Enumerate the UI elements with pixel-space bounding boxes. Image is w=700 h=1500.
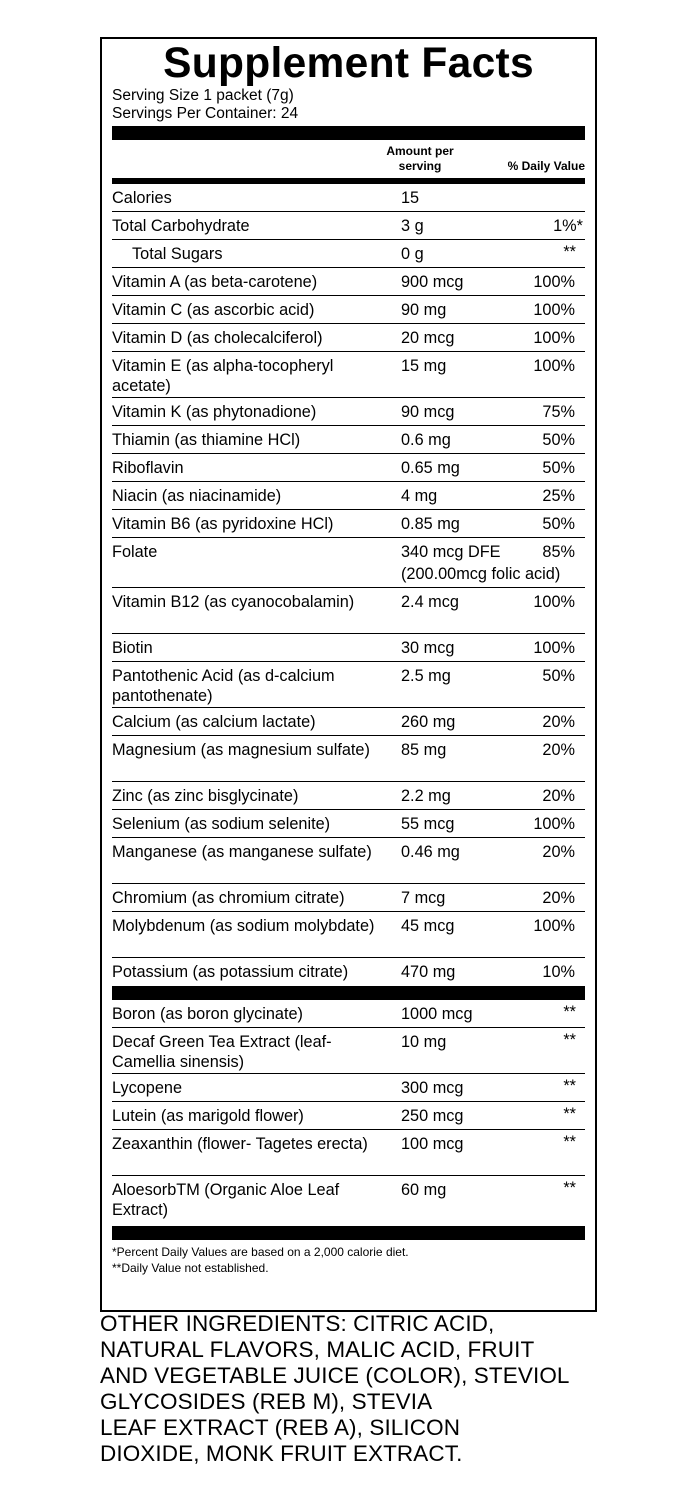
ingredient-name: Decaf Green Tea Extract (leaf- Camellia sinensis): [112, 1033, 332, 1071]
nutrient-amount: 20 mcg: [401, 329, 455, 347]
nutrient-amount: 900 mcg: [401, 273, 464, 291]
column-amount-header: [375, 144, 465, 174]
ingredient-name: AloesorbTM (Organic Aloe Leaf Extract): [112, 1181, 340, 1219]
nutrient-name: Molybdenum (as sodium molybdate): [112, 917, 375, 935]
nutrient-row: [112, 958, 585, 986]
nutrient-dv: 100%: [533, 639, 575, 657]
other-ingredients-line: GLYCOSIDES (REB M), STEVIA: [100, 1389, 433, 1414]
nutrient-name: Calories: [112, 189, 172, 207]
nutrient-dv: 50%: [542, 667, 575, 685]
nutrient-dv: 50%: [542, 431, 575, 449]
column-amount-line2: serving: [398, 159, 442, 173]
nutrient-dv: 10%: [542, 963, 575, 981]
nutrient-amount: 0.65 mg: [401, 459, 460, 477]
nutrient-dv: **: [563, 243, 576, 261]
nutrient-row: [112, 588, 585, 634]
nutrient-amount: 7 mcg: [401, 889, 446, 907]
nutrient-dv: 75%: [542, 403, 575, 421]
ingredient-name: Zeaxanthin (flower- Tagetes erecta): [112, 1135, 368, 1153]
nutrient-amount: 340 mcg DFE: [401, 543, 501, 561]
nutrient-row: [112, 810, 585, 838]
other-ingredients-line: AND VEGETABLE JUICE (COLOR), STEVIOL: [100, 1363, 570, 1388]
nutrient-amount: 15: [401, 189, 420, 207]
nutrient-row: [112, 538, 585, 588]
nutrient-name: Chromium (as chromium citrate): [112, 889, 345, 907]
divider-bar-top: [112, 126, 585, 140]
nutrient-amount: 15 mg: [401, 357, 447, 375]
nutrient-dv: 1%*: [553, 217, 583, 235]
nutrient-amount: 260 mg: [401, 713, 456, 731]
nutrient-dv: 20%: [542, 889, 575, 907]
nutrient-amount: 85 mg: [401, 741, 447, 759]
serving-size: Serving Size 1 packet (7g): [112, 87, 294, 104]
nutrient-dv: 100%: [533, 593, 575, 611]
nutrient-row: [112, 296, 585, 324]
nutrient-row: [112, 352, 585, 398]
servings-per-container: Servings Per Container: 24: [112, 105, 299, 122]
nutrient-amount: 0 g: [401, 245, 424, 263]
nutrient-dv: 100%: [533, 301, 575, 319]
other-ingredients-line: OTHER INGREDIENTS: CITRIC ACID,: [100, 1311, 495, 1336]
panel-content: [112, 39, 585, 1276]
ingredient-dv: **: [563, 1003, 576, 1021]
nutrient-name: Zinc (as zinc bisglycinate): [112, 787, 299, 805]
nutrient-amount: 45 mcg: [401, 917, 455, 935]
nutrient-name: Vitamin K (as phytonadione): [112, 403, 317, 421]
ingredient-amount: 100 mcg: [401, 1135, 464, 1153]
nutrient-dv: 85%: [542, 543, 575, 561]
ingredient-dv: **: [563, 1179, 576, 1197]
nutrient-row: [112, 782, 585, 810]
nutrient-name: Manganese (as manganese sulfate): [112, 843, 372, 861]
nutrient-row: [112, 482, 585, 510]
nutrient-row: [112, 736, 585, 782]
nutrient-dv: 20%: [542, 713, 575, 731]
nutrient-name: Vitamin A (as beta-carotene): [112, 273, 318, 291]
nutrient-row: [112, 708, 585, 736]
nutrient-amount: 30 mcg: [401, 639, 455, 657]
ingredient-dv: **: [563, 1031, 576, 1049]
nutrient-row: [112, 212, 585, 240]
other-ingredients-line: LEAF EXTRACT (REB A), SILICON: [100, 1415, 461, 1440]
ingredient-row: [112, 1074, 585, 1102]
nutrient-dv: 100%: [533, 357, 575, 375]
nutrient-name: Vitamin C (as ascorbic acid): [112, 301, 315, 319]
nutrient-row: [112, 184, 585, 212]
nutrient-name: Magnesium (as magnesium sulfate): [112, 741, 370, 759]
ingredient-row: [112, 1130, 585, 1176]
ingredient-amount: 300 mcg: [401, 1079, 464, 1097]
nutrient-row: [112, 454, 585, 482]
nutrient-name: Vitamin D (as cholecalciferol): [112, 329, 323, 347]
nutrient-dv: 50%: [542, 515, 575, 533]
other-ingredients-line: DIOXIDE, MONK FRUIT EXTRACT.: [100, 1441, 463, 1466]
nutrient-name: Vitamin B12 (as cyanocobalamin): [112, 593, 355, 611]
nutrient-name: Selenium (as sodium selenite): [112, 815, 331, 833]
nutrient-dv: 50%: [542, 459, 575, 477]
divider-bar-middle: [112, 986, 585, 1000]
ingredient-name: Boron (as boron glycinate): [112, 1005, 303, 1023]
ingredient-amount: 10 mg: [401, 1033, 447, 1051]
nutrient-name: Calcium (as calcium lactate): [112, 713, 316, 731]
nutrient-row: [112, 912, 585, 958]
nutrient-name: Vitamin B6 (as pyridoxine HCl): [112, 515, 334, 533]
nutrient-row: [112, 324, 585, 352]
nutrient-dv: 25%: [542, 487, 575, 505]
nutrient-row: [112, 398, 585, 426]
nutrient-name: Total Carbohydrate: [112, 217, 250, 235]
ingredient-row: [112, 1102, 585, 1130]
nutrient-amount: 0.85 mg: [401, 515, 460, 533]
nutrient-dv: 20%: [542, 843, 575, 861]
nutrient-name: Biotin: [112, 639, 153, 657]
nutrient-row: [112, 662, 585, 708]
nutrient-name: Vitamin E (as alpha-tocopheryl acetate): [112, 357, 334, 395]
ingredient-name: Lycopene: [112, 1079, 183, 1097]
nutrient-amount: 3 g: [401, 217, 424, 235]
nutrient-dv: 100%: [533, 917, 575, 935]
other-ingredients-line: NATURAL FLAVORS, MALIC ACID, FRUIT: [100, 1337, 535, 1362]
ingredient-dv: **: [563, 1105, 576, 1123]
ingredient-amount: 60 mg: [401, 1181, 447, 1199]
nutrient-name: Pantothenic Acid (as d-calcium pantothenate): [112, 667, 335, 705]
nutrient-row: [112, 838, 585, 884]
nutrient-dv: 20%: [542, 787, 575, 805]
footnote-not-established: **Daily Value not established.: [112, 1261, 269, 1275]
ingredient-amount: 1000 mcg: [401, 1005, 473, 1023]
nutrient-row: [112, 884, 585, 912]
column-header: [112, 140, 585, 178]
nutrient-dv: 100%: [533, 815, 575, 833]
ingredient-amount: 250 mcg: [401, 1107, 464, 1125]
nutrient-amount: 470 mg: [401, 963, 456, 981]
nutrient-row: [112, 268, 585, 296]
nutrient-amount: 90 mcg: [401, 403, 455, 421]
nutrient-dv: 100%: [533, 273, 575, 291]
nutrient-amount: 0.46 mg: [401, 843, 460, 861]
nutrient-amount: 0.6 mg: [401, 431, 451, 449]
nutrient-row: [112, 240, 585, 268]
nutrient-name: Folate: [112, 543, 158, 561]
supplement-facts-panel: [100, 37, 597, 1312]
nutrient-name: Potassium (as potassium citrate): [112, 963, 349, 981]
nutrient-amount: 55 mcg: [401, 815, 455, 833]
nutrient-name: Total Sugars: [132, 245, 223, 263]
divider-bar-bottom: [112, 1226, 585, 1240]
nutrient-amount-detail: (200.00mcg folic acid): [401, 565, 561, 583]
nutrient-row: [112, 510, 585, 538]
ingredient-row: [112, 1000, 585, 1028]
nutrient-dv: 100%: [533, 329, 575, 347]
nutrient-amount: 2.4 mcg: [401, 593, 459, 611]
ingredient-row: [112, 1028, 585, 1074]
nutrient-row: [112, 426, 585, 454]
nutrient-amount: 4 mg: [401, 487, 438, 505]
nutrient-row: [112, 634, 585, 662]
ingredient-dv: **: [563, 1077, 576, 1095]
nutrient-dv: 20%: [542, 741, 575, 759]
ingredient-row: [112, 1176, 585, 1226]
nutrient-name: Niacin (as niacinamide): [112, 487, 282, 505]
panel-title: Supplement Facts: [163, 40, 534, 87]
other-ingredients: [100, 1311, 620, 1467]
nutrient-amount: 90 mg: [401, 301, 447, 319]
ingredient-name: Lutein (as marigold flower): [112, 1107, 304, 1125]
column-dv-header: % Daily Value: [507, 159, 585, 173]
ingredient-dv: **: [563, 1133, 576, 1151]
footnotes: [112, 1244, 585, 1276]
nutrient-amount: 2.5 mg: [401, 667, 451, 685]
nutrient-amount: 2.2 mg: [401, 787, 451, 805]
nutrient-name: Riboflavin: [112, 459, 184, 477]
footnote-dv: *Percent Daily Values are based on a 2,000 calorie diet.: [112, 1245, 409, 1259]
nutrient-name: Thiamin (as thiamine HCl): [112, 431, 301, 449]
column-amount-line1: Amount per: [386, 144, 454, 158]
